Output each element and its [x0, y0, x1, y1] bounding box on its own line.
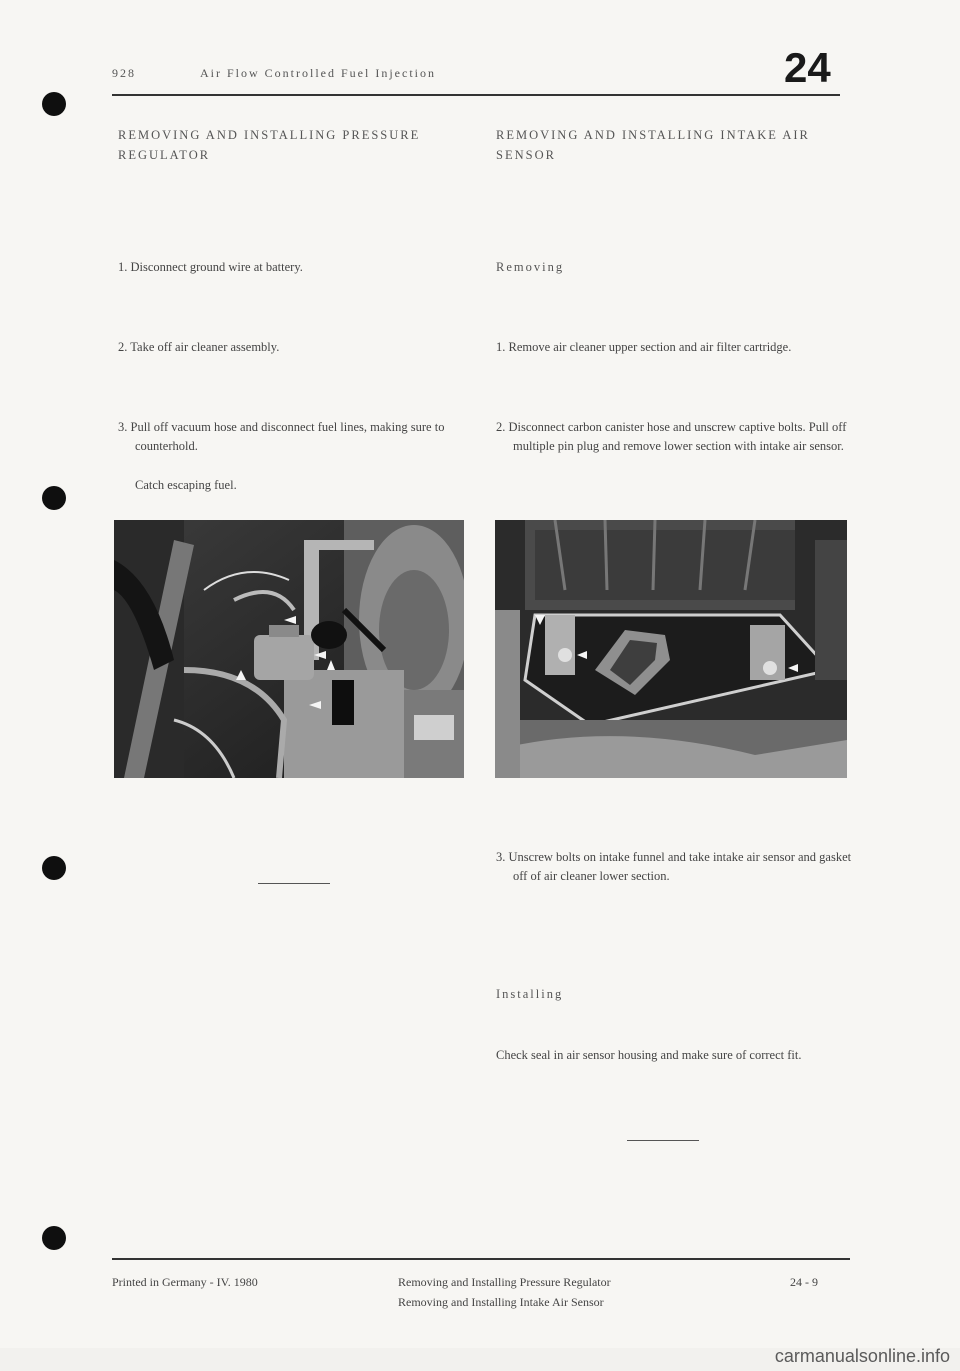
right-section-title: REMOVING AND INSTALLING INTAKE AIR SENSOR [496, 128, 810, 162]
footer-ref-line-2: Removing and Installing Intake Air Sensor [398, 1295, 604, 1309]
intake-air-sensor-photo [495, 520, 847, 778]
header-title: Air Flow Controlled Fuel Injection [200, 66, 436, 80]
header-model: 928 [112, 66, 136, 80]
right-step-2: 2. Disconnect carbon canister hose and unscrew captive bolts. Pull off multiple pin plug and remove lower section with intake air sensor. [496, 420, 847, 453]
binder-hole [42, 856, 66, 880]
pressure-regulator-photo [114, 520, 464, 778]
page-number: 24 - 9 [790, 1275, 818, 1289]
binder-hole [42, 1226, 66, 1250]
left-section-title: REMOVING AND INSTALLING PRESSURE REGULATOR [118, 128, 421, 162]
binder-hole [42, 486, 66, 510]
printed-in: Printed in Germany - IV. 1980 [112, 1275, 258, 1289]
installing-heading: Installing [496, 987, 564, 1001]
right-step-3: 3. Unscrew bolts on intake funnel and take intake air sensor and gasket off of air cleaner lower section. [496, 850, 852, 883]
footer-ref-line-1: Removing and Installing Pressure Regulator [398, 1275, 611, 1289]
end-rule-right [627, 1140, 699, 1141]
header-rule [112, 94, 840, 96]
group-number: 24 [784, 44, 831, 91]
left-step-3: 3. Pull off vacuum hose and disconnect fuel lines, making sure to counterhold. [118, 420, 445, 453]
left-note: Catch escaping fuel. [135, 478, 237, 492]
left-step-1: 1. Disconnect ground wire at battery. [118, 260, 303, 274]
left-step-2: 2. Take off air cleaner assembly. [118, 340, 280, 354]
right-step-1: 1. Remove air cleaner upper section and air filter cartridge. [496, 340, 792, 354]
footer-rule [112, 1258, 850, 1260]
installing-text: Check seal in air sensor housing and make sure of correct fit. [496, 1048, 802, 1062]
watermark: carmanualsonline.info [774, 1346, 950, 1366]
binder-hole [42, 92, 66, 116]
end-rule-left [258, 883, 330, 884]
removing-heading: Removing [496, 260, 565, 274]
